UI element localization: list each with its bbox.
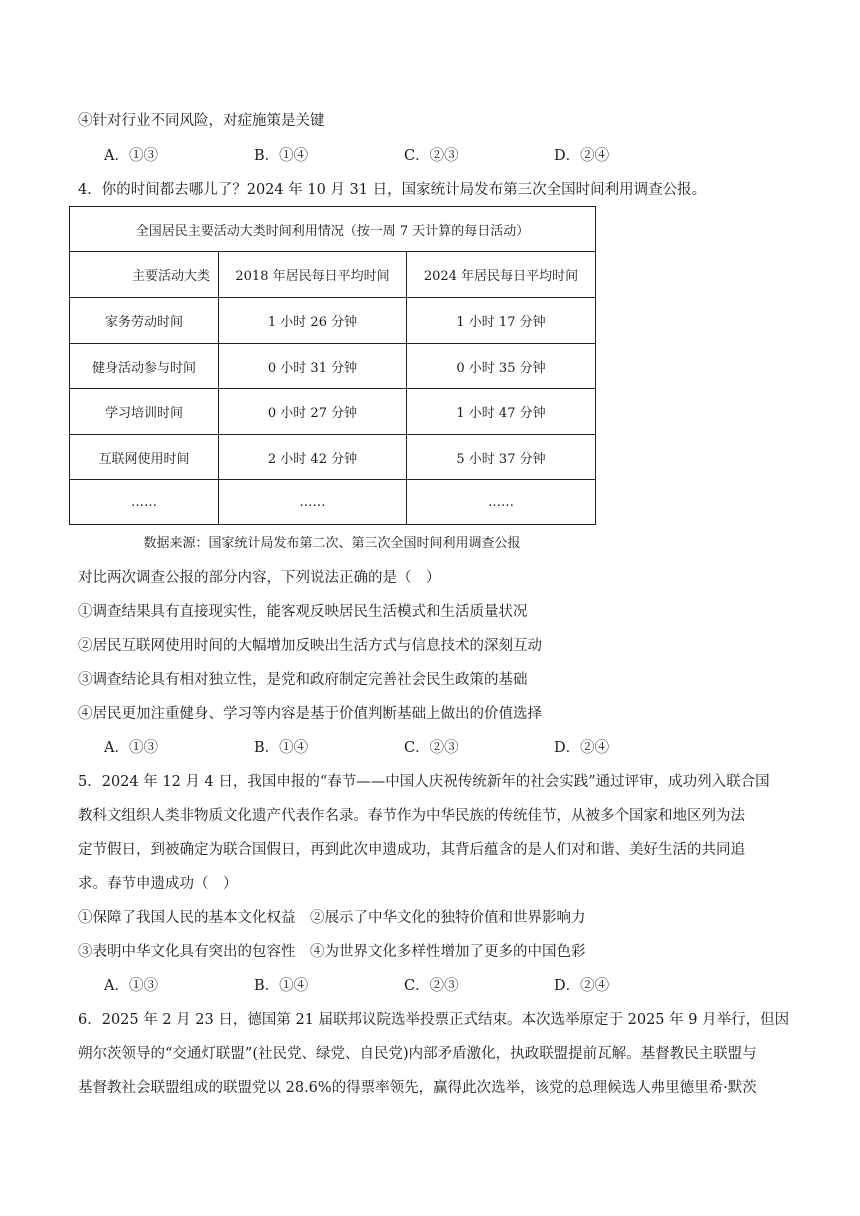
q4-item-1: ①调查结果具有直接现实性，能客观反映居民生活模式和生活质量状况 — [78, 604, 528, 620]
q5-items-line-2: ③表明中华文化具有突出的包容性 ④为世界文化多样性增加了更多的中国色彩 — [78, 944, 586, 960]
q5-stem-line-2: 教科文组织人类非物质文化遗产代表作名录。春节作为中华民族的传统佳节，从被多个国家和地区列为法 — [78, 808, 745, 824]
table-row — [70, 344, 596, 389]
q4-option-d[interactable]: D．②④ — [554, 740, 610, 756]
table-row — [70, 298, 596, 344]
table-cell: 1 小时 47 分钟 — [407, 389, 596, 435]
q3-option-b[interactable]: B．①④ — [254, 148, 309, 164]
table-cell: 0 小时 31 分钟 — [219, 344, 407, 389]
time-use-table — [69, 206, 596, 525]
table-row — [70, 480, 596, 525]
table-cell: …… — [70, 480, 219, 525]
q6-stem-line-3: 基督教社会联盟组成的联盟党以 28.6%的得票率领先，赢得此次选举，该党的总理候选人弗里德里希·默茨 — [78, 1080, 757, 1096]
q5-option-a[interactable]: A．①③ — [104, 978, 158, 994]
q5-option-b[interactable]: B．①④ — [254, 978, 309, 994]
table-cell: 2 小时 42 分钟 — [219, 435, 407, 480]
q6-stem-line-1: 6．2025 年 2 月 23 日，德国第 21 届联邦议院选举投票正式结束。本次选举原定于 2025 年 9 月举行，但因 — [78, 1012, 790, 1028]
q3-option-d[interactable]: D．②④ — [554, 148, 610, 164]
table-cell: 学习培训时间 — [70, 389, 219, 435]
table-row — [70, 389, 596, 435]
q5-option-c[interactable]: C．②③ — [404, 978, 459, 994]
table-row — [70, 435, 596, 480]
q5-stem-line-3: 定节假日，到被确定为联合国假日，再到此次申遗成功，其背后蕴含的是人们对和谐、美好生活的共同追 — [78, 842, 745, 858]
table-cell: 0 小时 27 分钟 — [219, 389, 407, 435]
table-header-2018: 2018 年居民每日平均时间 — [219, 252, 407, 298]
q3-option-a[interactable]: A．①③ — [104, 148, 158, 164]
q4-option-c[interactable]: C．②③ — [404, 740, 459, 756]
table-header-category: 主要活动大类 — [70, 252, 219, 298]
table-cell: 互联网使用时间 — [70, 435, 219, 480]
table-title: 全国居民主要活动大类时间利用情况（按一周 7 天计算的每日活动） — [70, 207, 596, 252]
q3-option-c[interactable]: C．②③ — [404, 148, 459, 164]
table-cell: 1 小时 17 分钟 — [407, 298, 596, 344]
q4-question: 对比两次调查公报的部分内容，下列说法正确的是（ ） — [78, 570, 441, 586]
table-header-2024: 2024 年居民每日平均时间 — [407, 252, 596, 298]
q4-item-2: ②居民互联网使用时间的大幅增加反映出生活方式与信息技术的深刻互动 — [78, 638, 542, 654]
table-source-caption: 数据来源：国家统计局发布第二次、第三次全国时间利用调查公报 — [143, 536, 521, 551]
q5-stem-line-4: 求。春节申遗成功（ ） — [78, 876, 238, 892]
q4-item-4: ④居民更加注重健身、学习等内容是基于价值判断基础上做出的价值选择 — [78, 706, 542, 722]
table-cell: …… — [407, 480, 596, 525]
q4-option-b[interactable]: B．①④ — [254, 740, 309, 756]
table-cell: 1 小时 26 分钟 — [219, 298, 407, 344]
table-cell: …… — [219, 480, 407, 525]
q4-option-a[interactable]: A．①③ — [104, 740, 158, 756]
q6-stem-line-2: 朔尔茨领导的“交通灯联盟”(社民党、绿党、自民党)内部矛盾激化，执政联盟提前瓦解。基督教民主联盟与 — [78, 1046, 757, 1062]
table-cell: 家务劳动时间 — [70, 298, 219, 344]
table-cell: 5 小时 37 分钟 — [407, 435, 596, 480]
q4-stem: 4．你的时间都去哪儿了？2024 年 10 月 31 日，国家统计局发布第三次全国时间利用调查公报。 — [78, 182, 707, 198]
table-cell: 健身活动参与时间 — [70, 344, 219, 389]
table-cell: 0 小时 35 分钟 — [407, 344, 596, 389]
q5-option-d[interactable]: D．②④ — [554, 978, 610, 994]
q5-items-line-1: ①保障了我国人民的基本文化权益 ②展示了中华文化的独特价值和世界影响力 — [78, 910, 586, 926]
q4-item-3: ③调查结论具有相对独立性，是党和政府制定完善社会民生政策的基础 — [78, 672, 528, 688]
q3-item-4: ④针对行业不同风险，对症施策是关键 — [78, 113, 325, 129]
q5-stem-line-1: 5．2024 年 12 月 4 日，我国申报的“春节——中国人庆祝传统新年的社会实践”通过评审，成功列入联合国 — [78, 774, 770, 790]
